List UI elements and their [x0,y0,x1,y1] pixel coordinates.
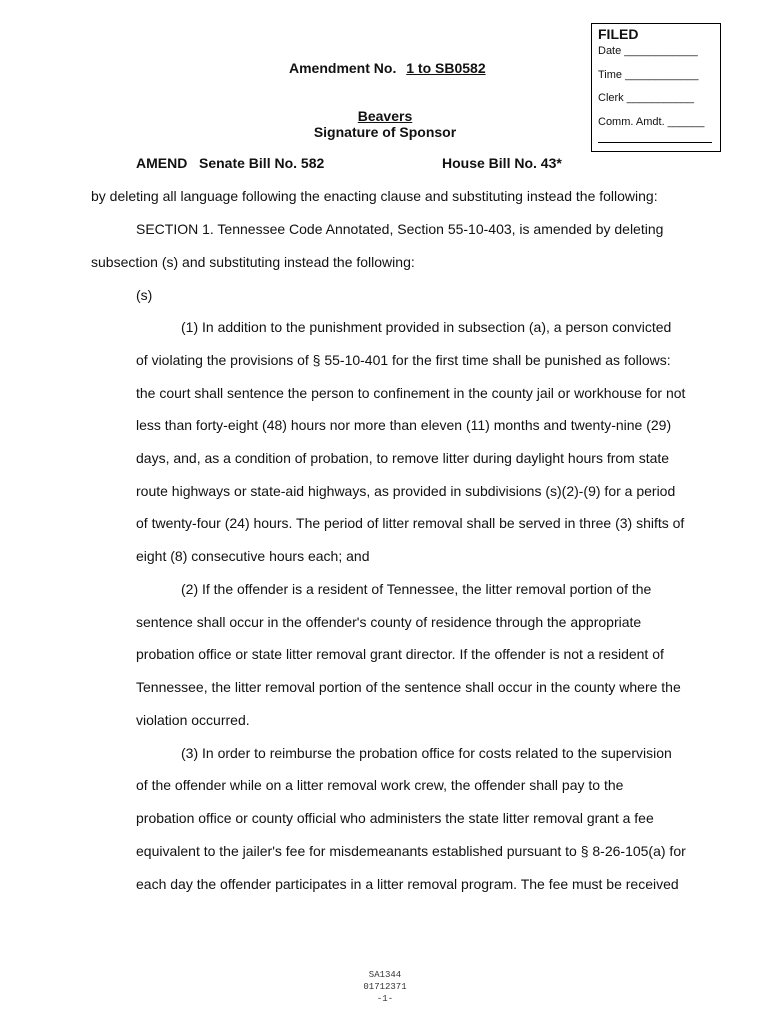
sponsor-caption: Signature of Sponsor [313,124,457,140]
body-line: eight (8) consecutive hours each; and [136,548,370,564]
body-line: violation occurred. [136,712,250,728]
body-line: route highways or state-aid highways, as provided in subdivisions (s)(2)-(9) for a period [136,483,676,499]
filed-signature-line [598,142,712,143]
body-line: of violating the provisions of § 55-10-401 for the first time shall be punished as follows: [136,352,671,368]
amend-label: AMEND [136,155,188,171]
filed-comm-amdt: Comm. Amdt. ______ [598,116,705,128]
body-line: (s) [136,287,153,303]
body-line: the court shall sentence the person to confinement in the county jail or workhouse for not [136,385,686,401]
amendment-prefix: Amendment No. [289,60,397,76]
filed-time: Time ____________ [598,69,699,81]
filed-title: FILED [598,26,639,42]
filed-date: Date ____________ [598,45,698,57]
house-bill: House Bill No. 43* [442,155,562,171]
body-line: less than forty-eight (48) hours nor more than eleven (11) months and twenty-nine (29) [136,417,672,433]
body-line: (3) In order to reimburse the probation office for costs related to the supervision [181,745,672,761]
sponsor-name: Beavers [357,108,413,124]
page-number: -1- [376,994,394,1004]
footer-code-2: 01712371 [363,982,407,992]
body-line: equivalent to the jailer's fee for misdemeanants established pursuant to § 8-26-105(a) for [136,843,686,859]
footer-code-1: SA1344 [368,970,402,980]
amendment-number: 1 to SB0582 [406,60,486,76]
filed-stamp-box [591,23,721,152]
body-line: sentence shall occur in the offender's county of residence through the appropriate [136,614,642,630]
body-line: SECTION 1. Tennessee Code Annotated, Section 55-10-403, is amended by deleting [136,221,664,237]
body-line: by deleting all language following the enacting clause and substituting instead the following: [91,188,658,204]
body-line: probation office or county official who administers the state litter removal grant a fee [136,810,654,826]
body-line: each day the offender participates in a litter removal program. The fee must be received [136,876,679,892]
filed-clerk: Clerk ___________ [598,92,695,104]
body-line: subsection (s) and substituting instead the following: [91,254,415,270]
body-line: days, and, as a condition of probation, to remove litter during daylight hours from state [136,450,670,466]
amendment-title [289,60,486,76]
body-line: Tennessee, the litter removal portion of the sentence shall occur in the county where the [136,679,681,695]
body-line: of the offender while on a litter removal work crew, the offender shall pay to the [136,777,624,793]
body-line: (1) In addition to the punishment provided in subsection (a), a person convicted [181,319,672,335]
body-line: probation office or state litter removal grant director. If the offender is not a resident of [136,646,664,662]
body-line: of twenty-four (24) hours. The period of litter removal shall be served in three (3) shifts of [136,515,685,531]
senate-bill: Senate Bill No. 582 [199,155,325,171]
body-line: (2) If the offender is a resident of Tennessee, the litter removal portion of the [181,581,652,597]
